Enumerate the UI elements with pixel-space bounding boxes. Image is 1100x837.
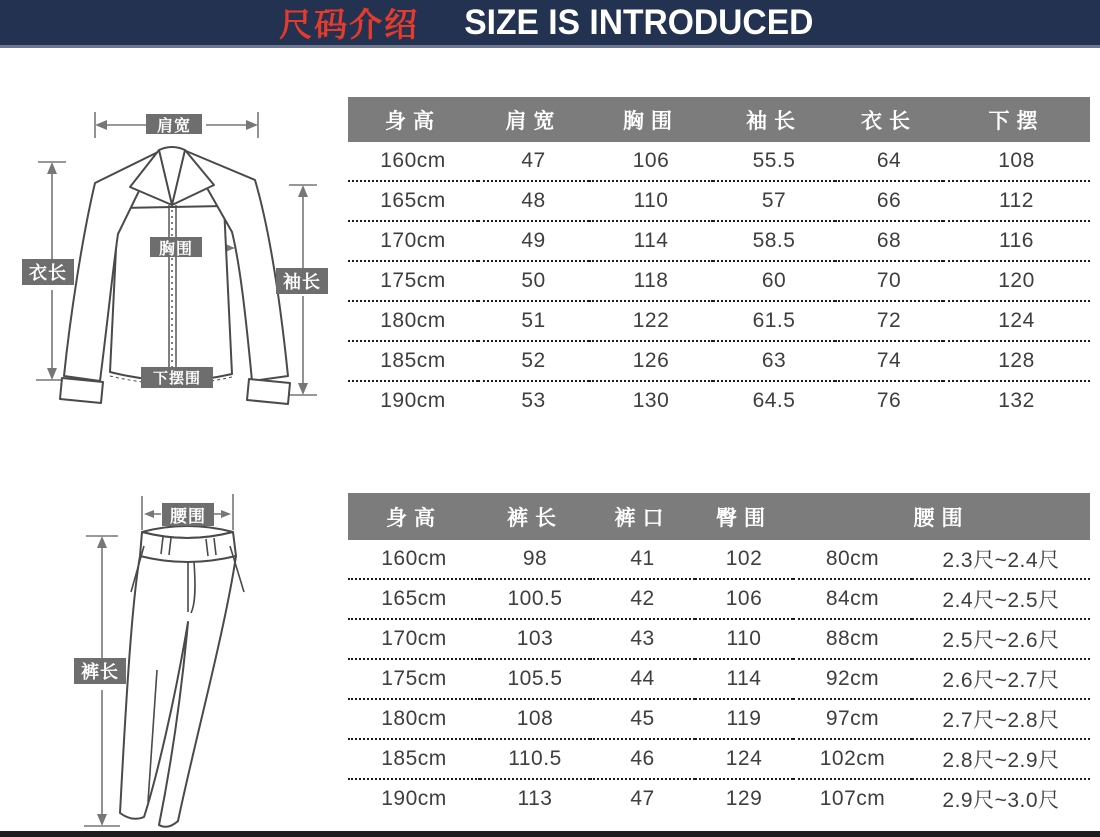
table-cell: 112 [999,189,1034,212]
table-cell: 190cm [381,787,447,810]
table-row [348,739,1090,779]
table-cell: 124 [998,309,1035,332]
table-cell: 170cm [380,229,446,252]
table-cell: 170cm [381,627,447,650]
table-row [348,301,1090,341]
table-cell: 74 [876,349,902,372]
table-cell: 2.3尺~2.4尺 [942,549,1060,572]
table-cell: 116 [999,229,1034,252]
table-row [348,699,1090,739]
table-cell: 102cm [819,747,886,770]
table-cell: 106 [725,587,763,610]
table-row [348,341,1090,381]
col-header-pants-length: 裤长 [480,493,590,540]
table-cell: 51 [521,309,546,332]
table-cell: 118 [633,269,669,292]
table-cell: 165cm [380,189,446,212]
col-header-shoulder: 肩宽 [478,97,589,142]
table-cell: 110.5 [508,747,562,770]
table-cell: 53 [521,389,546,412]
col-header-waist: 腰围 [793,493,1090,540]
table-cell: 108 [998,149,1035,172]
table-cell: 43 [630,627,655,650]
table-cell: 113 [517,787,553,810]
table-cell: 110 [633,189,669,212]
table-cell: 180cm [380,309,446,332]
col-header-length: 衣长 [835,97,943,142]
table-row [348,261,1090,301]
table-cell: 64.5 [752,389,796,412]
table-cell: 66 [876,189,902,212]
label-waist: 腰围 [162,503,214,526]
table-cell: 60 [761,269,787,292]
col-header-leg-opening: 裤口 [590,493,695,540]
table-cell: 160cm [381,547,447,570]
table-cell: 126 [632,349,670,372]
table-cell: 88cm [825,627,880,650]
table-cell: 132 [998,389,1035,412]
table-cell: 76 [876,389,902,412]
table-cell: 122 [632,309,670,332]
label-garment-length: 衣长 [22,259,74,285]
table-row [348,779,1090,818]
col-header-height: 身高 [348,493,480,540]
table-cell: 105.5 [507,667,563,690]
label-hem: 下摆围 [141,367,213,388]
label-pants-length: 裤长 [74,658,126,684]
table-cell: 107cm [819,787,886,810]
table-cell: 98 [522,547,548,570]
col-header-hem: 下摆 [943,97,1090,142]
table-cell: 128 [998,349,1035,372]
table-cell: 50 [521,269,546,292]
table-cell: 63 [761,349,787,372]
table-cell: 72 [876,309,902,332]
table-row [348,540,1090,579]
banner-title-chinese: 尺码介绍 [279,6,420,43]
table-cell: 129 [725,787,763,810]
table-cell: 100.5 [507,587,563,610]
table-cell: 165cm [381,587,447,610]
table-cell: 130 [632,389,670,412]
table-cell: 52 [521,349,546,372]
label-chest: 胸围 [150,237,202,257]
table-cell: 2.5尺~2.6尺 [942,629,1060,652]
pants-table-header-row [348,493,1090,540]
table-cell: 119 [726,707,762,730]
table-cell: 64 [876,149,902,172]
table-cell: 47 [521,149,546,172]
table-cell: 175cm [380,269,446,292]
table-row [348,221,1090,261]
table-cell: 180cm [381,707,447,730]
table-cell: 185cm [381,747,447,770]
table-cell: 103 [516,627,554,650]
table-cell: 102 [725,547,763,570]
bottom-divider-strip [0,831,1100,837]
col-header-height: 身高 [348,97,478,142]
table-row [348,619,1090,659]
table-cell: 70 [876,269,902,292]
table-row [348,142,1090,181]
table-cell: 110 [726,627,762,650]
table-cell: 160cm [380,149,446,172]
table-cell: 41 [630,547,655,570]
table-cell: 108 [516,707,554,730]
table-cell: 97cm [825,707,880,730]
table-cell: 2.9尺~3.0尺 [942,789,1060,812]
table-cell: 2.6尺~2.7尺 [942,669,1060,692]
table-cell: 2.7尺~2.8尺 [942,709,1060,732]
table-cell: 55.5 [752,149,796,172]
label-sleeve-length: 袖长 [276,268,328,294]
table-cell: 124 [725,747,763,770]
table-cell: 48 [521,189,546,212]
col-header-hip: 臀围 [695,493,793,540]
label-shoulder-width: 肩宽 [146,114,202,134]
shirt-table-header-row [348,97,1090,142]
table-cell: 80cm [825,547,880,570]
table-cell: 58.5 [752,229,796,252]
table-cell: 114 [633,229,669,252]
table-cell: 120 [998,269,1035,292]
table-cell: 92cm [825,667,880,690]
shirt-size-table [348,97,1090,420]
table-row [348,579,1090,619]
table-cell: 185cm [380,349,446,372]
table-cell: 61.5 [752,309,796,332]
table-cell: 57 [761,189,787,212]
table-cell: 42 [630,587,655,610]
table-cell: 190cm [380,389,446,412]
table-row [348,381,1090,420]
size-intro-banner [0,0,1100,48]
table-cell: 44 [630,667,655,690]
table-cell: 47 [630,787,655,810]
table-cell: 106 [632,149,670,172]
banner-title-english: SIZE IS INTRODUCED [464,2,814,42]
pants-size-table [348,493,1090,818]
table-row [348,181,1090,221]
table-cell: 114 [726,667,762,690]
col-header-sleeve: 袖长 [713,97,835,142]
table-row [348,659,1090,699]
table-cell: 2.4尺~2.5尺 [942,589,1060,612]
table-cell: 68 [876,229,902,252]
table-cell: 49 [521,229,546,252]
col-header-chest: 胸围 [589,97,713,142]
table-cell: 45 [630,707,655,730]
table-cell: 175cm [381,667,447,690]
table-cell: 84cm [825,587,880,610]
table-cell: 2.8尺~2.9尺 [942,749,1060,772]
table-cell: 46 [630,747,655,770]
